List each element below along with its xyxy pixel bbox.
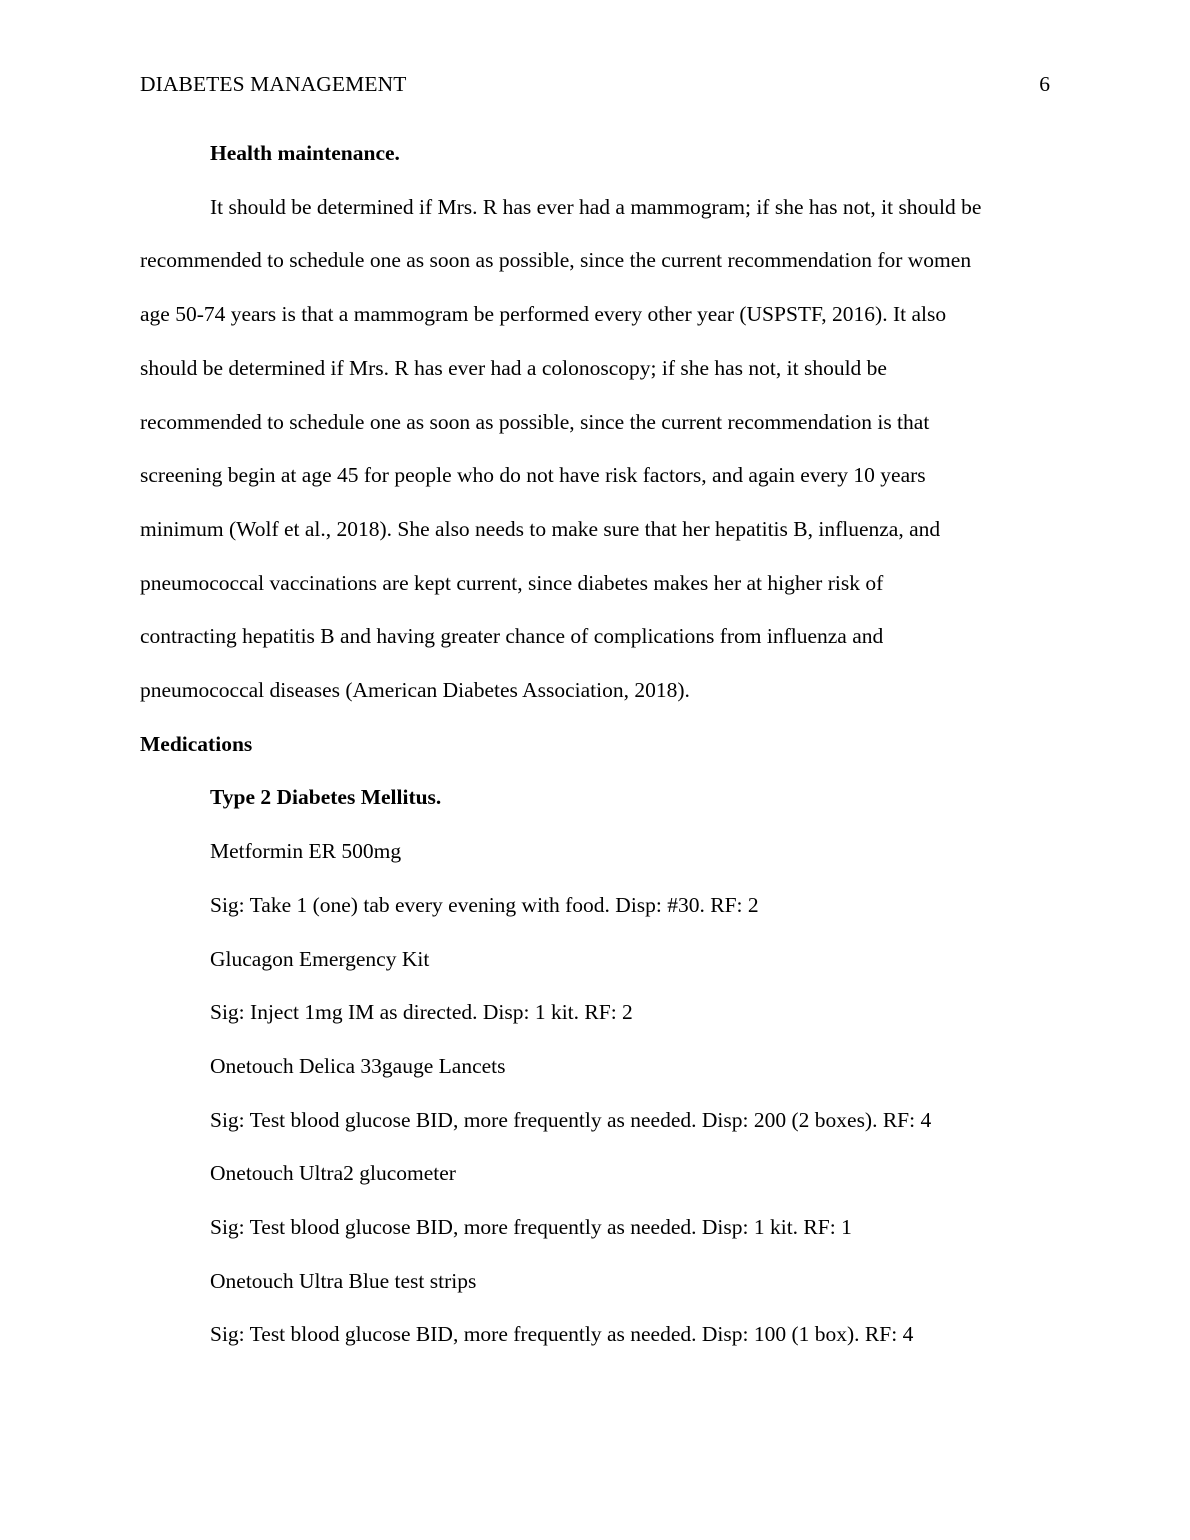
subheading-type-2-diabetes: Type 2 Diabetes Mellitus. <box>210 785 442 810</box>
medication-name: Onetouch Delica 33gauge Lancets <box>210 1053 506 1078</box>
paragraph-line: recommended to schedule one as soon as possible, since the current recommendation for women <box>140 248 972 273</box>
section-heading-medications: Medications <box>140 731 253 756</box>
medication-name: Onetouch Ultra Blue test strips <box>210 1268 477 1293</box>
paragraph-line: should be determined if Mrs. R has ever had a colonoscopy; if she has not, it should be <box>140 355 887 380</box>
paragraph-line: age 50-74 years is that a mammogram be performed every other year (USPSTF, 2016). It also <box>140 302 947 327</box>
medication-sig: Sig: Test blood glucose BID, more frequently as needed. Disp: 1 kit. RF: 1 <box>210 1215 852 1240</box>
section-heading-health-maintenance: Health maintenance. <box>210 141 400 165</box>
paragraph-line: pneumococcal diseases (American Diabetes Association, 2018). <box>140 678 690 703</box>
medication-sig: Sig: Test blood glucose BID, more frequently as needed. Disp: 100 (1 box). RF: 4 <box>210 1322 914 1347</box>
medication-name: Onetouch Ultra2 glucometer <box>210 1161 456 1186</box>
document-body <box>140 127 1052 1362</box>
paragraph-line: pneumococcal vaccinations are kept current, since diabetes makes her at higher risk of <box>140 570 884 595</box>
medication-sig: Sig: Test blood glucose BID, more frequently as needed. Disp: 200 (2 boxes). RF: 4 <box>210 1107 932 1132</box>
paragraph-line: contracting hepatitis B and having greater chance of complications from influenza and <box>140 624 884 649</box>
medication-name: Metformin ER 500mg <box>210 839 402 864</box>
page-number: 6 <box>1039 72 1050 96</box>
medication-name: Glucagon Emergency Kit <box>210 946 430 971</box>
paragraph-line: minimum (Wolf et al., 2018). She also needs to make sure that her hepatitis B, influenza, and <box>140 516 941 541</box>
medication-sig: Sig: Inject 1mg IM as directed. Disp: 1 kit. RF: 2 <box>210 1000 633 1025</box>
medication-sig: Sig: Take 1 (one) tab every evening with food. Disp: #30. RF: 2 <box>210 892 759 917</box>
paragraph-line: recommended to schedule one as soon as possible, since the current recommendation is that <box>140 409 930 434</box>
paragraph-line: screening begin at age 45 for people who do not have risk factors, and again every 10 years <box>140 463 926 488</box>
paragraph-line: It should be determined if Mrs. R has ever had a mammogram; if she has not, it should be <box>210 194 982 219</box>
health-maintenance-paragraph <box>140 181 1052 718</box>
running-head: DIABETES MANAGEMENT <box>140 72 407 96</box>
